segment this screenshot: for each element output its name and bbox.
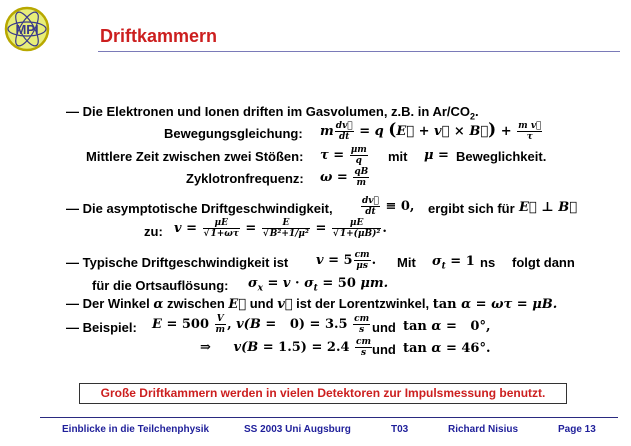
footer-divider <box>40 417 618 418</box>
example-second: ⇒ v(B = 1.5) = 2.4 $\frac{cm}{s}$ <box>200 337 372 358</box>
zu-label: zu: <box>144 224 163 239</box>
ns-unit: ns <box>480 255 496 270</box>
footer-code: T03 <box>391 424 409 435</box>
highlight-box <box>79 383 567 404</box>
field-orthogonal: E⃗ ⊥ B⃗ <box>519 200 578 215</box>
bullet-typical: — Typische Driftgeschwindigkeit ist <box>66 255 289 270</box>
logo-text: MPI <box>15 22 39 37</box>
mean-time-mit: mit <box>388 149 408 164</box>
bullet-lorentz: — Der Winkel α zwischen E⃗ und v⃗ ist der Lorentzwinkel, tan α = ωτ = μB. <box>66 296 558 312</box>
footer-term: SS 2003 Uni Augsburg <box>244 424 351 435</box>
bullet-asymptotic: — Die asymptotische Driftgeschwindigkeit, <box>66 201 333 216</box>
cyclotron-label: Zyklotronfrequenz: <box>186 171 304 186</box>
example-und-1: und <box>372 320 396 335</box>
mean-time-formula: τ = $\frac{\mu m}{q}$ <box>320 145 367 166</box>
highlight-text: Große Driftkammern werden in vielen Detektoren zur Impulsmessung benutzt. <box>100 386 546 400</box>
equation-of-motion-label: Bewegungsgleichung: <box>164 126 303 141</box>
asymptotic-ergibt: ergibt sich für <box>428 201 515 216</box>
asymptotic-condition: $\frac{dv⃗}{dt}$ ≡ 0, <box>362 196 415 217</box>
typical-mit: Mit <box>397 255 416 270</box>
drift-velocity-formula: v = $\frac{\mu E}{√1+\omega\tau}$ = $\frac{E}{\text{√B²+1/μ²}}$ = $\frac{\mu E}{\text{√1+(μB)²}}$ . <box>174 218 387 239</box>
cyclotron-formula: ω = $\frac{qB}{m}$ <box>320 167 369 188</box>
page-title: Driftkammern <box>100 26 218 46</box>
resolution-formula: $\sigma_x = v \cdot \sigma_t = 50$ μm. <box>248 276 389 294</box>
footer-course: Einblicke in die Teilchenphysik <box>62 424 210 435</box>
sigma-t: $\sigma_t = 1$ <box>432 254 475 272</box>
mobility-label: Beweglichkeit. <box>456 149 547 164</box>
bullet-example: — Beispiel: <box>66 320 137 335</box>
example-angle-2: tan α = 46°. <box>403 341 491 356</box>
title-divider <box>98 51 620 52</box>
example-angle-1: tan α = 0°, <box>403 319 491 334</box>
example-und-2: und <box>372 342 396 357</box>
resolution-label: für die Ortsauflösung: <box>92 278 229 293</box>
mobility-symbol: μ = <box>424 148 449 163</box>
bullet-electrons: — Die Elektronen und Ionen driften im Gasvolumen, z.B. in $Ar/CO_2$. <box>66 104 479 122</box>
folgt-dann: folgt dann <box>512 255 575 270</box>
equation-of-motion: m $\frac{dv⃗}{dt}$ = q (E⃗ + v⃗ × B⃗) + $\frac{\text{m v⃗}}{\tau}$ <box>320 120 542 142</box>
typical-velocity: v = 5 $\frac{cm}{\mu s}$ . <box>316 250 377 271</box>
mpi-logo <box>4 6 50 52</box>
mean-time-label: Mittlere Zeit zwischen zwei Stößen: <box>86 149 304 164</box>
footer-page: Page 13 <box>558 424 596 435</box>
example-field: E = 500 $\frac{V}{m}$ , v(B = 0) = 3.5 $\frac{cm}{s}$ <box>152 314 370 335</box>
footer-author: Richard Nisius <box>448 424 519 435</box>
